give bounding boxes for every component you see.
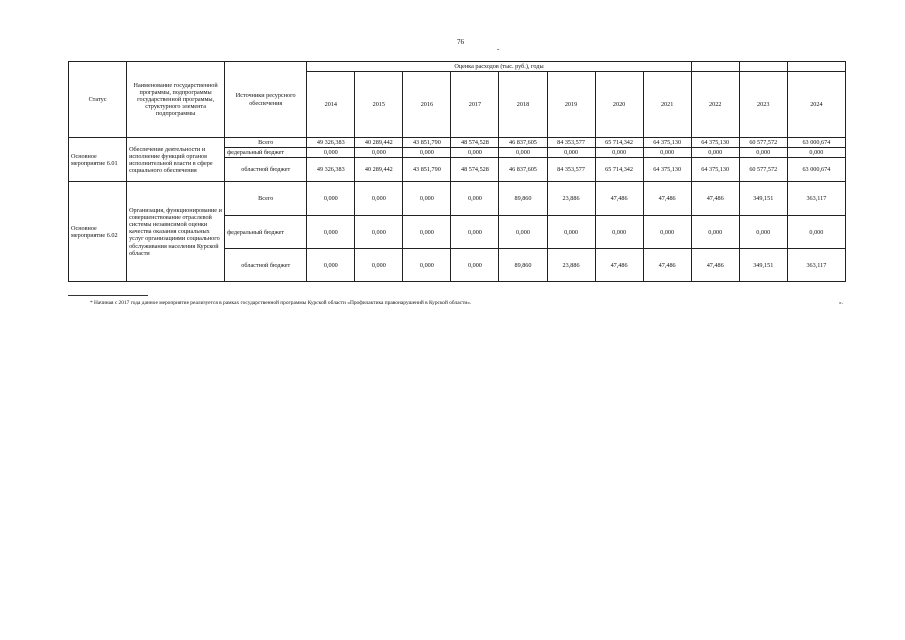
row-source: федеральный бюджет xyxy=(225,216,307,249)
cell-value: 0,000 xyxy=(451,249,499,282)
cell-value: 47,486 xyxy=(595,182,643,216)
cell-value: 63 000,674 xyxy=(787,138,845,148)
cell-value: 46 837,605 xyxy=(499,158,547,182)
row-source: областной бюджет xyxy=(225,249,307,282)
cell-value: 84 353,577 xyxy=(547,158,595,182)
cell-value: 0,000 xyxy=(643,148,691,158)
cell-value: 64 375,130 xyxy=(643,138,691,148)
header-blank xyxy=(691,62,739,72)
cell-value: 0,000 xyxy=(547,216,595,249)
budget-table xyxy=(68,61,846,282)
row-status: Основное мероприятие 6.02 xyxy=(69,182,127,282)
cell-value: 363,117 xyxy=(787,182,845,216)
header-year: 2020 xyxy=(595,72,643,138)
cell-value: 43 851,790 xyxy=(403,138,451,148)
header-year: 2018 xyxy=(499,72,547,138)
cell-value: 60 577,572 xyxy=(739,138,787,148)
header-year: 2014 xyxy=(307,72,355,138)
header-year: 2019 xyxy=(547,72,595,138)
cell-value: 0,000 xyxy=(403,182,451,216)
table-row xyxy=(69,138,846,148)
header-status: Статус xyxy=(69,62,127,138)
cell-value: 0,000 xyxy=(403,148,451,158)
cell-value: 0,000 xyxy=(307,216,355,249)
header-source: Источники ресурсного обеспечения xyxy=(225,62,307,138)
cell-value: 89,860 xyxy=(499,182,547,216)
row-status: Основное мероприятие 6.01 xyxy=(69,138,127,182)
cell-value: 47,486 xyxy=(691,182,739,216)
page-dash: - xyxy=(497,45,500,53)
row-source: федеральный бюджет xyxy=(225,148,307,158)
cell-value: 0,000 xyxy=(499,216,547,249)
cell-value: 0,000 xyxy=(451,216,499,249)
cell-value: 43 851,790 xyxy=(403,158,451,182)
footnote-text: * Начиная с 2017 года данное мероприятие реализуется в рамках государственной программы Курской области «Профилактика правонарушений в Курской области». xyxy=(90,300,472,306)
cell-value: 47,486 xyxy=(595,249,643,282)
cell-value: 0,000 xyxy=(643,216,691,249)
cell-value: 60 577,572 xyxy=(739,158,787,182)
cell-value: 47,486 xyxy=(643,182,691,216)
cell-value: 40 289,442 xyxy=(355,138,403,148)
page-number: 76 xyxy=(457,38,464,46)
cell-value: 23,886 xyxy=(547,249,595,282)
footnote-divider xyxy=(68,295,148,296)
cell-value: 0,000 xyxy=(595,216,643,249)
table-row xyxy=(69,182,846,216)
cell-value: 0,000 xyxy=(355,216,403,249)
cell-value: 65 714,342 xyxy=(595,138,643,148)
cell-value: 0,000 xyxy=(499,148,547,158)
header-blank xyxy=(739,62,787,72)
cell-value: 349,151 xyxy=(739,249,787,282)
cell-value: 48 574,528 xyxy=(451,158,499,182)
cell-value: 0,000 xyxy=(451,148,499,158)
cell-value: 49 326,383 xyxy=(307,158,355,182)
row-name: Организация, функционирование и совершенствование отраслевой системы независимой оценки качества оказания социальных услуг организациями социального обслуживания населения Курской области xyxy=(127,182,225,282)
cell-value: 0,000 xyxy=(355,182,403,216)
row-source: Всего xyxy=(225,138,307,148)
header-year: 2023 xyxy=(739,72,787,138)
row-name: Обеспечение деятельности и исполнение функций органов исполнительной власти в сфере социального обеспечения xyxy=(127,138,225,182)
cell-value: 40 289,442 xyxy=(355,158,403,182)
header-estimate: Оценка расходов (тыс. руб.), годы xyxy=(307,62,691,72)
cell-value: 349,151 xyxy=(739,182,787,216)
cell-value: 0,000 xyxy=(403,249,451,282)
header-year: 2015 xyxy=(355,72,403,138)
cell-value: 63 000,674 xyxy=(787,158,845,182)
cell-value: 23,886 xyxy=(547,182,595,216)
header-year: 2017 xyxy=(451,72,499,138)
cell-value: 0,000 xyxy=(547,148,595,158)
cell-value: 46 837,605 xyxy=(499,138,547,148)
header-year: 2022 xyxy=(691,72,739,138)
cell-value: 0,000 xyxy=(403,216,451,249)
cell-value: 0,000 xyxy=(739,216,787,249)
cell-value: 0,000 xyxy=(307,182,355,216)
footnote-closing-quote: ». xyxy=(839,300,844,306)
cell-value: 49 326,383 xyxy=(307,138,355,148)
cell-value: 64 375,130 xyxy=(643,158,691,182)
cell-value: 363,117 xyxy=(787,249,845,282)
cell-value: 65 714,342 xyxy=(595,158,643,182)
cell-value: 0,000 xyxy=(307,148,355,158)
cell-value: 0,000 xyxy=(691,148,739,158)
cell-value: 84 353,577 xyxy=(547,138,595,148)
cell-value: 0,000 xyxy=(787,148,845,158)
header-name: Наименование государственной программы, подпрограммы государственной программы, структурного элемента подпрограммы xyxy=(127,62,225,138)
cell-value: 0,000 xyxy=(787,216,845,249)
cell-value: 64 375,130 xyxy=(691,158,739,182)
header-year: 2024 xyxy=(787,72,845,138)
cell-value: 47,486 xyxy=(691,249,739,282)
cell-value: 0,000 xyxy=(739,148,787,158)
row-source: областной бюджет xyxy=(225,158,307,182)
cell-value: 0,000 xyxy=(355,249,403,282)
cell-value: 64 375,130 xyxy=(691,138,739,148)
header-year: 2016 xyxy=(403,72,451,138)
header-blank xyxy=(787,62,845,72)
cell-value: 0,000 xyxy=(307,249,355,282)
row-source: Всего xyxy=(225,182,307,216)
cell-value: 48 574,528 xyxy=(451,138,499,148)
cell-value: 0,000 xyxy=(595,148,643,158)
cell-value: 89,860 xyxy=(499,249,547,282)
cell-value: 0,000 xyxy=(355,148,403,158)
cell-value: 0,000 xyxy=(451,182,499,216)
cell-value: 0,000 xyxy=(691,216,739,249)
header-year: 2021 xyxy=(643,72,691,138)
cell-value: 47,486 xyxy=(643,249,691,282)
